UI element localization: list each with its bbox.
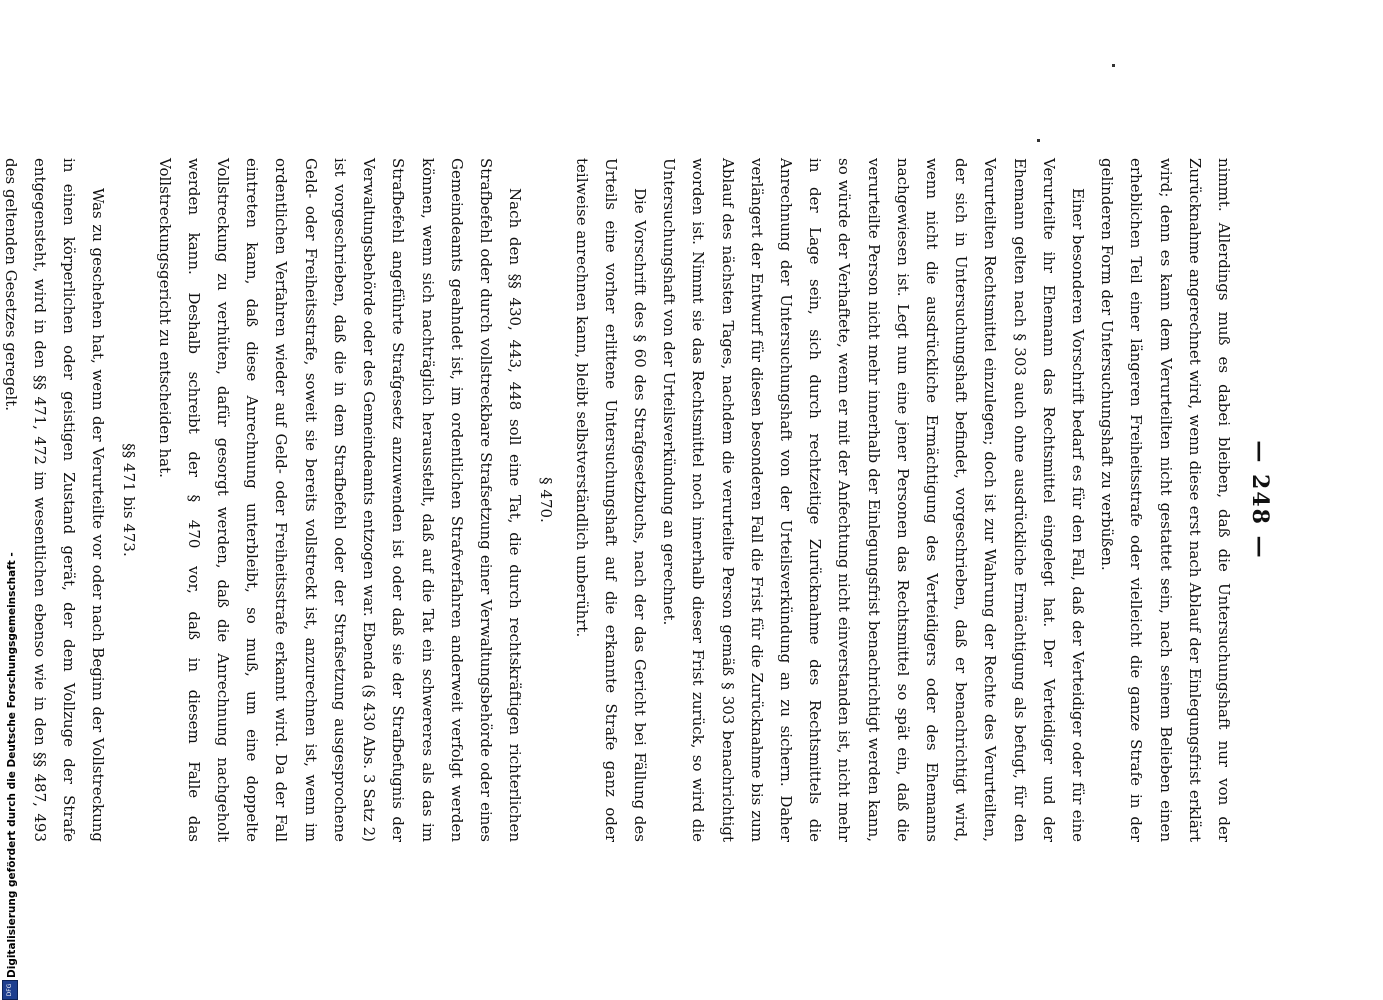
digitization-note — [0, 0, 20, 1000]
paragraph: Nach den §§ 430, 443, 448 soll eine Tat, die durch rechtskräftigen richterlichen Strafbefehl oder durch vollstreckbare Strafsetzung einer Verwaltungsbehörde oder eines Gemeindeamts geahndet ist, im ordentlichen Strafverfahren anderweit verfolgt werden können, wenn sich nachträglich herausstellt, daß auf die Tat ein schwereres als das im Strafbefehl angeführte Strafgesetz anzuwenden ist oder daß sie der Strafbefugnis der Verwaltungsbehörde oder des Gemeindeamts entzogen war. Ebenda (§ 430 Abs. 3 Satz 2) ist vorgeschrieben, daß die in dem Strafbefehl oder der Strafsetzung ausgesprochene Geld- oder Freiheitsstrafe, soweit sie bereits vollstreckt ist, anzurechnen ist, wenn im ordentlichen Verfahren wieder auf Geld- oder Freiheitsstrafe erkannt wird. Da der Fall eintreten kann, daß diese Anrechnung unterbleibt, so muß, um eine doppelte Vollstreckung zu verhüten, dafür gesorgt werden, daß die Anrechnung nachgeholt werden kann. Deshalb schreibt der § 470 vor, daß in diesem Falle das Vollstreckungsgericht zu entscheiden hat. — [155, 158, 525, 842]
page-number: — 248 — — [1247, 440, 1273, 560]
paragraph-continuation: nimmt. Allerdings muß es dabei bleiben, daß die Untersuchungshaft nur von der Zurücknahme angerechnet wird, wenn diese erst nach Ablauf der Einlegungsfrist erklärt wird; denn es kann dem Verurteilten nicht gestattet sein, nach seinem Belieben einen erheblichen Teil einer längeren Freiheitsstrafe oder vielleicht die ganze Strafe in der gelinderen Form der Untersuchungshaft zu verbüßen. — [1098, 158, 1233, 842]
paragraph: Die Vorschrift des § 60 des Strafgesetzbuchs, nach der das Gericht bei Fällung des Urteils eine vorher erlittene Untersuchungshaft auf die erkannte Strafe ganz oder teilweise anrechnen kann, bleibt selbstverständlich unberührt. — [572, 158, 649, 842]
section-heading-471-473: §§ 471 bis 473. — [120, 443, 139, 557]
section-heading-470: § 470. — [537, 477, 556, 523]
scan-speck — [1112, 64, 1115, 67]
funding-note: Digitalisierung gefördert durch die Deutsche Forschungsgemeinschaft - — [6, 552, 18, 978]
paragraph: Einer besonderen Vorschrift bedarf es für den Fall, daß der Verteidiger oder für eine Verurteilte ihr Ehemann das Rechtsmittel eingelegt hat. Der Verteidiger und der Ehemann gelten nach § 303 auch ohne ausdrückliche Ermächtigung als befugt, für den Verurteilten Rechtsmittel einzulegen; doch ist zur Wahrung der Rechte des Verurteilten, der sich in Untersuchungshaft befindet, vorgeschrieben, daß er benachrichtigt wird, wenn nicht die ausdrückliche Ermächtigung des Verteidigers oder des Ehemanns nachgewiesen ist. Legt nun eine jener Personen das Rechtsmittel so spät ein, daß die verurteilte Person nicht mehr innerhalb der Einlegungsfrist benachrichtigt werden kann, so würde der Verhaftete, wenn er mit der Anfechtung nicht einverstanden ist, nicht mehr in der Lage sein, sich durch rechtzeitige Zurücknahme des Rechtsmittels die Anrechnung der Untersuchungshaft von der Urteilsverkündung an zu sichern. Daher verlängert der Entwurf für diesen besonderen Fall die Frist für die Zurücknahme bis zum Ablauf des nächsten Tages, nachdem die verurteilte Person gemäß § 303 benachrichtigt worden ist. Nimmt sie das Rechtsmittel noch innerhalb dieser Frist zurück, so wird die Untersuchungshaft von der Urteilsverkündung an gerechnet. — [660, 158, 1087, 842]
text-column — [0, 158, 1238, 842]
paragraph: Was zu geschehen hat, wenn der Verurteilte vor oder nach Beginn der Vollstreckung in einen körperlichen oder geistigen Zustand gerät, der dem Vollzuge der Strafe entgegensteht, wird in den §§ 471, 472 im wesentlichen ebenso wie in den §§ 487, 493 des geltenden Gesetzes geregelt. — [1, 158, 108, 842]
scan-speck — [1037, 139, 1040, 142]
dfg-logo-icon: DFG — [2, 980, 18, 1000]
